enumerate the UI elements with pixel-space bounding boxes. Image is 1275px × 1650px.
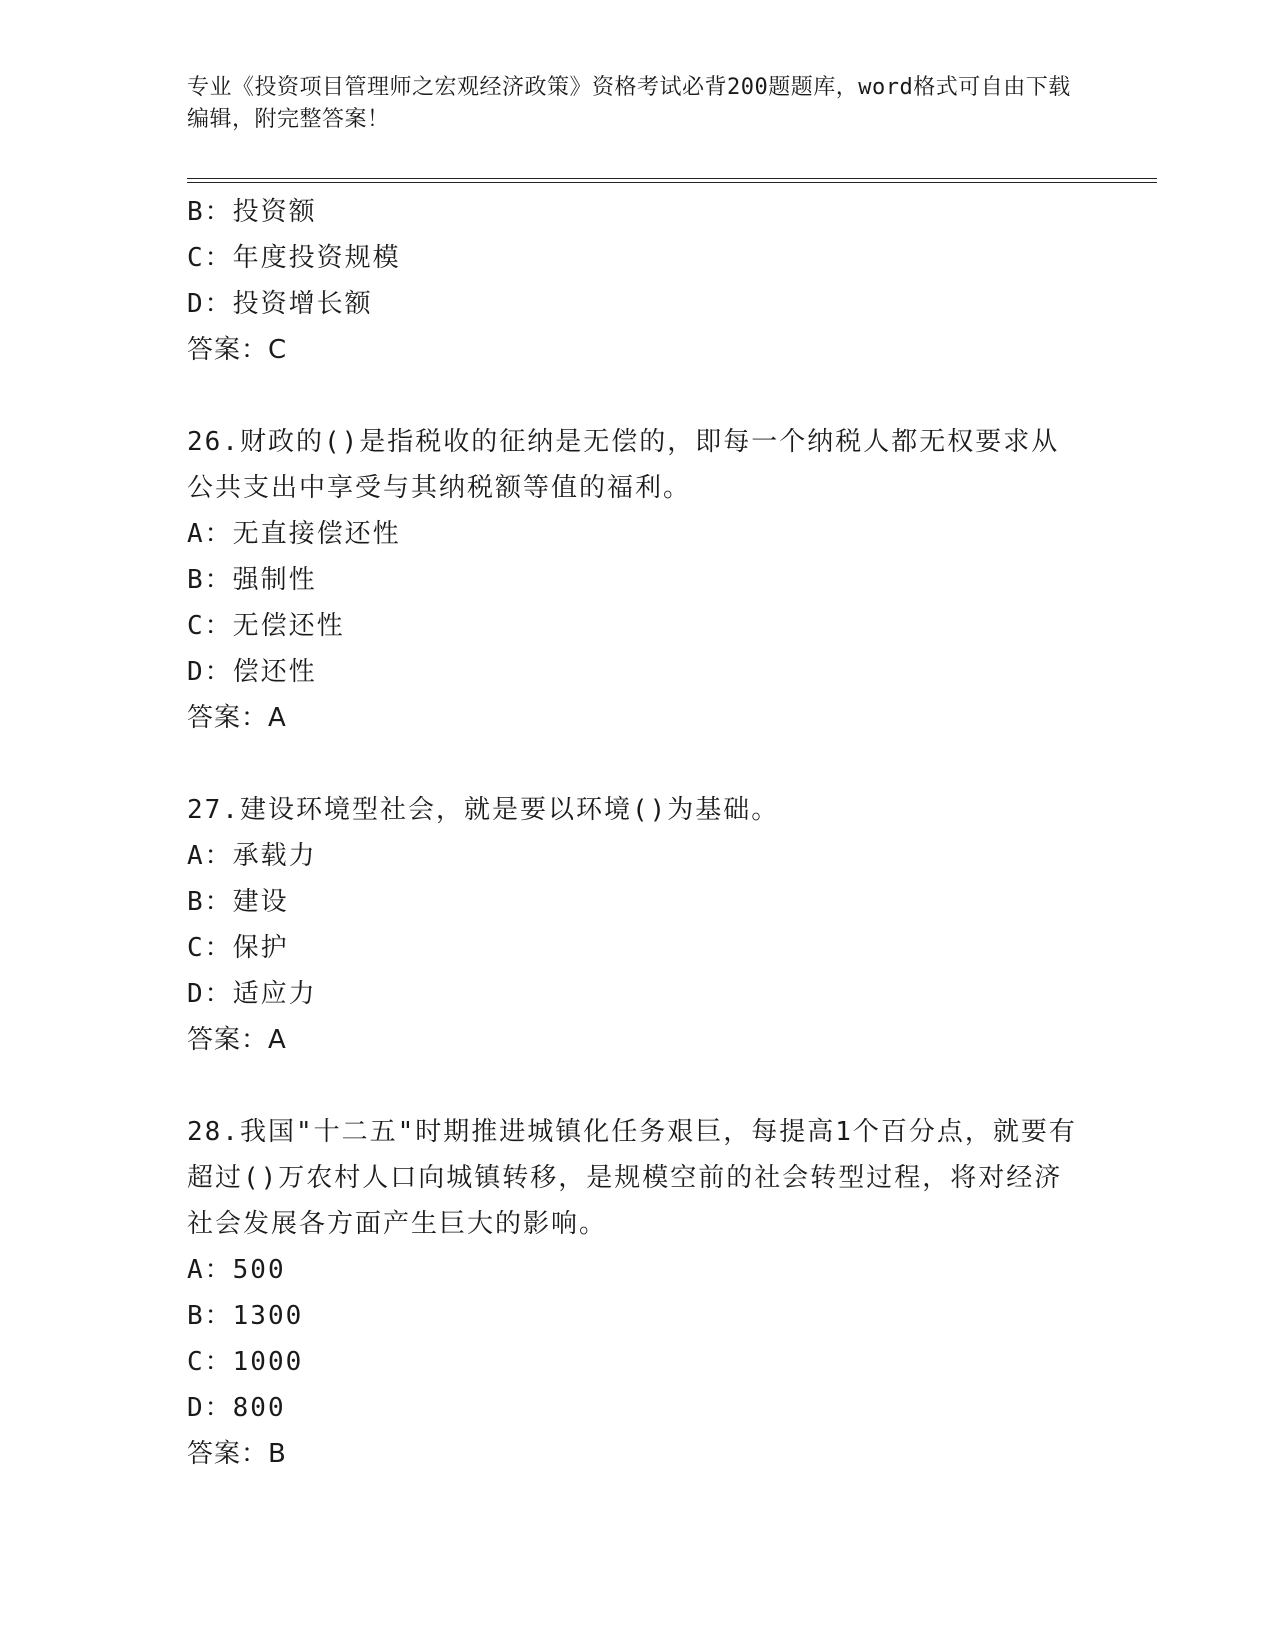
option-d: D：适应力: [187, 979, 317, 1009]
option-a: A：承载力: [187, 841, 317, 871]
option-b: B：投资额: [187, 197, 317, 227]
option-c: C：年度投资规模: [187, 243, 401, 273]
header-divider-bottom: [187, 182, 1157, 183]
option-a: A：500: [187, 1255, 286, 1285]
answer-line: 答案：B: [187, 1439, 287, 1469]
question-stem: 26.财政的()是指税收的征纳是无偿的，即每一个纳税人都无权要求从公共支出中享受与其纳税额等值的福利。: [187, 427, 1060, 503]
option-b: B：1300: [187, 1301, 304, 1331]
option-b: B：建设: [187, 887, 289, 917]
answer-line: 答案：C: [187, 335, 288, 365]
question-stem: 27.建设环境型社会，就是要以环境()为基础。: [187, 795, 780, 825]
option-a: A：无直接偿还性: [187, 519, 401, 549]
header-divider-top: [187, 178, 1157, 179]
question-list: [187, 189, 1087, 1477]
option-b: B：强制性: [187, 565, 317, 595]
option-d: D：偿还性: [187, 657, 317, 687]
option-d: D：投资增长额: [187, 289, 373, 319]
question-27: [187, 787, 1087, 1063]
question-stem: 28.我国"十二五"时期推进城镇化任务艰巨，每提高1个百分点，就要有超过()万农村人口向城镇转移，是规模空前的社会转型过程，将对经济社会发展各方面产生巨大的影响。: [187, 1117, 1077, 1239]
document-header: 专业《投资项目管理师之宏观经济政策》资格考试必背200题题库，word格式可自由下载编辑，附完整答案！: [187, 75, 1071, 132]
option-c: C：无偿还性: [187, 611, 345, 641]
answer-line: 答案：A: [187, 1025, 287, 1055]
option-c: C：1000: [187, 1347, 304, 1377]
option-d: D：800: [187, 1393, 286, 1423]
question-28: [187, 1109, 1087, 1477]
question-fragment: [187, 189, 1087, 373]
answer-line: 答案：A: [187, 703, 287, 733]
option-c: C：保护: [187, 933, 289, 963]
question-26: [187, 419, 1087, 741]
